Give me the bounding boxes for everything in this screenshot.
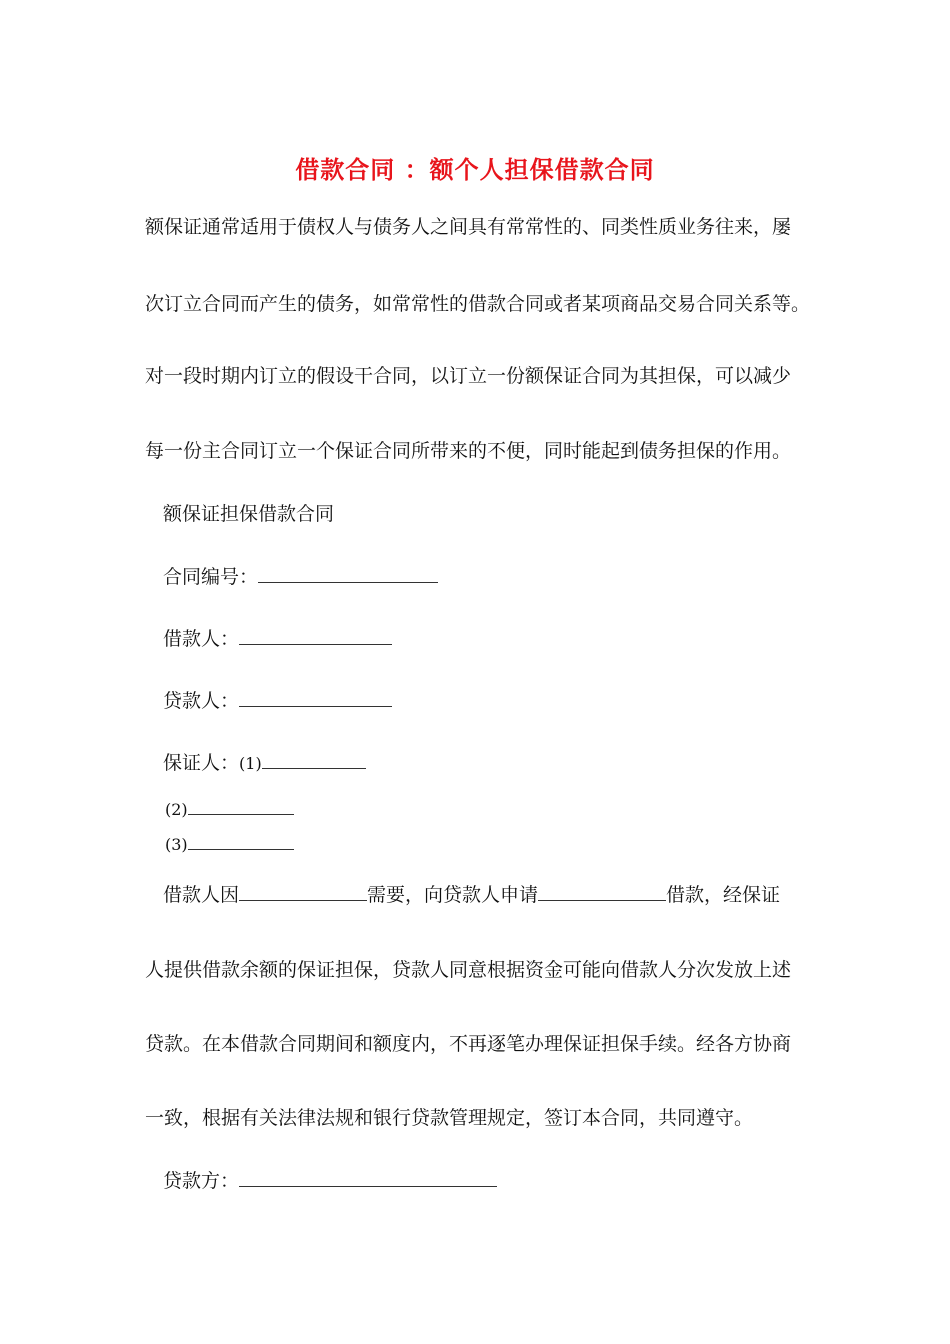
guarantor-2-blank (188, 798, 294, 815)
guarantor-row (163, 748, 366, 775)
body-line-1-part2: 需要，向贷款人申请 (367, 884, 539, 906)
lender-party-label: 贷款方： (163, 1170, 240, 1192)
guarantor-3-number: (3) (165, 835, 188, 854)
body-line-4: 一致，根据有关法律法规和银行贷款管理规定，签订本合同，共同遵守。 (145, 1107, 754, 1129)
lender-blank (239, 690, 392, 707)
lender-row (163, 686, 392, 713)
guarantor-3-blank (188, 833, 294, 850)
borrower-label: 借款人： (163, 628, 240, 650)
purpose-blank (239, 884, 367, 901)
lender-label: 贷款人： (163, 690, 240, 712)
body-line-1-part1: 借款人因 (163, 884, 240, 906)
guarantor-2-number: (2) (165, 800, 188, 819)
contract-number-blank (258, 566, 438, 583)
body-line-3: 贷款。在本借款合同期间和额度内，不再逐笔办理保证担保手续。经各方协商 (145, 1033, 792, 1055)
guarantor-1-blank (262, 752, 366, 769)
body-line-1-part3: 借款，经保证 (666, 884, 781, 906)
contract-heading: 额保证担保借款合同 (163, 503, 335, 525)
guarantor-3-row (165, 833, 294, 854)
document-title: 借款合同 ：额个人担保借款合同 (295, 156, 655, 184)
body-line-1 (163, 880, 780, 907)
intro-line-3: 对一段时期内订立的假设干合同，以订立一份额保证合同为其担保，可以减少 (145, 365, 792, 387)
intro-line-1: 额保证通常适用于债权人与债务人之间具有常常性的、同类性质业务往来，屡 (145, 216, 792, 238)
intro-line-4: 每一份主合同订立一个保证合同所带来的不便，同时能起到债务担保的作用。 (145, 440, 792, 462)
loan-amount-blank (538, 884, 666, 901)
contract-number-row (163, 562, 438, 589)
guarantor-1-number: (1) (239, 754, 262, 773)
intro-line-2: 次订立合同而产生的债务，如常常性的借款合同或者某项商品交易合同关系等。 (145, 293, 811, 315)
contract-number-label: 合同编号： (163, 566, 259, 588)
guarantor-label: 保证人： (163, 752, 240, 774)
body-line-2: 人提供借款余额的保证担保，贷款人同意根据资金可能向借款人分次发放上述 (145, 959, 792, 981)
guarantor-2-row (165, 798, 294, 819)
lender-party-blank (239, 1170, 497, 1187)
borrower-row (163, 624, 392, 651)
borrower-blank (239, 628, 392, 645)
lender-party-row (163, 1166, 497, 1193)
